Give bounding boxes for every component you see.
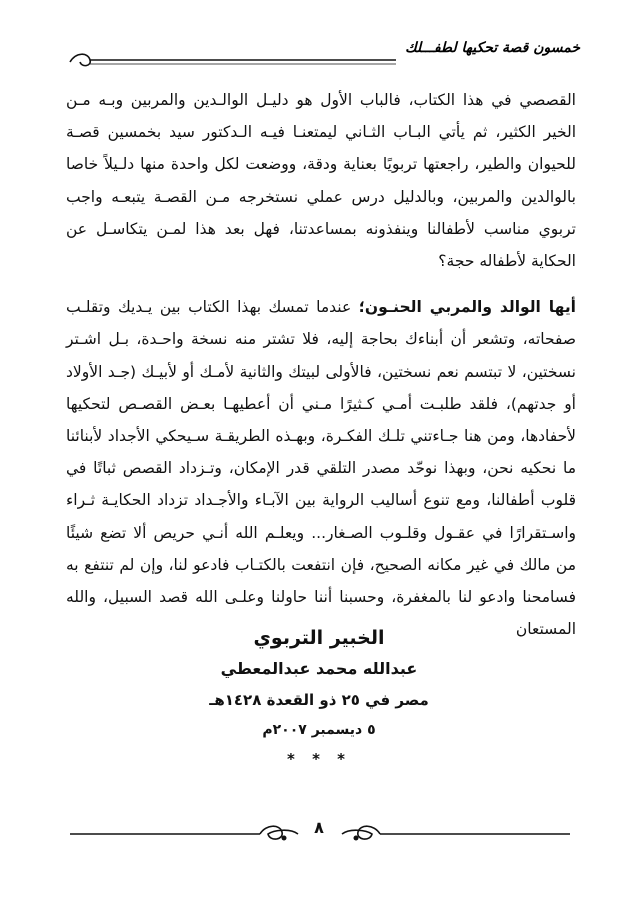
- page-footer: [70, 818, 570, 848]
- page-header: [66, 40, 580, 80]
- section-separator: * * *: [287, 750, 351, 768]
- signature-block: [0, 622, 638, 768]
- paragraph-2: [66, 291, 576, 645]
- paragraph-2-lead: أيها الوالد والمربي الحنـون؛: [358, 298, 576, 317]
- signature-title: الخبير التربوي: [253, 627, 385, 649]
- footer-ornament-left: [70, 818, 300, 848]
- signature-date-hijri: مصر في ٢٥ ذو القعدة ١٤٢٨هـ: [209, 691, 429, 709]
- page-number: ٨: [314, 818, 324, 837]
- header-ornament-line: [66, 48, 406, 72]
- paragraph-2-text: عندما تمسك بهذا الكتاب بين يـديك وتقلـب صفحاته، وتشعر أن أبناءك بحاجة إليه، فلا تشتر منه نسخة واحـدة، بـل اشـتر نسختين، لا تبتسم نعم نسختين، فالأولى لبيتك والثانية لأمـك أو لأبيـك (جـد الأولاد أو جدتهم)، فلقد طلبـت أمـي كـثيرًا مـني أن أعطيهـا بعـض القصـص لتحكيها لأحفادها، ومن هنا جـاءتني تلـك الفكـرة، وبهـذه الطريقـة سـيحكي الأجداد لأبنائنا ما نحكيه نحن، وبهذا نوحّد مصدر التلقي قدر الإمكان، وتـزداد القصص ثباتًا في قلوب أطفالنا، ومع تنوع أساليب الرواية بين الآبـاء والأجـداد تزداد الحكايـة ثـراء واسـتقرارًا في عقـول وقلـوب الصـغار... ويعلـم الله أنـي حريص ألا تضع شيئًا من مالك في غير مكانه الصحيح، فإن انتفعت بالكتـاب فادعو لنا، وإن لم تنتفع به فسامحنا وادعو لنا بالمغفرة، وحسبنا أننا حاولنا وعلـى الله قصد السبيل، والله المستعان: [66, 298, 576, 639]
- signature-date-gregorian: ٥ ديسمبر ٢٠٠٧م: [262, 722, 376, 738]
- running-header-title: خمسون قصة تحكيها لطفـــلك: [405, 40, 580, 56]
- body-text: [66, 84, 576, 645]
- paragraph-1: القصصي في هذا الكتاب، فالباب الأول هو دليـل الوالـدين والمربين وبـه مـن الخير الكثير، ثم يأتي البـاب الثـاني ليمتعنـا فيـه الـدكتور سيد بخمسين قصـة للحيوان والطير، راجعتها تربويًا بعناية ودقة، ووضعت لكل واحدة منها دلـيلاً خاصا بالوالدين والمربين، وبالدليل درس عملي نستخرجه مـن القصـة يتبعـه واجب تربوي مناسب لأطفالنا وينفذونه بمساعدتنا، فهل بعد هذا لمـن يتكاسـل عن الحكاية لأطفاله حجة؟: [66, 91, 576, 271]
- footer-ornament-right: [340, 818, 570, 848]
- signature-name: عبدالله محمد عبدالمعطي: [220, 659, 418, 678]
